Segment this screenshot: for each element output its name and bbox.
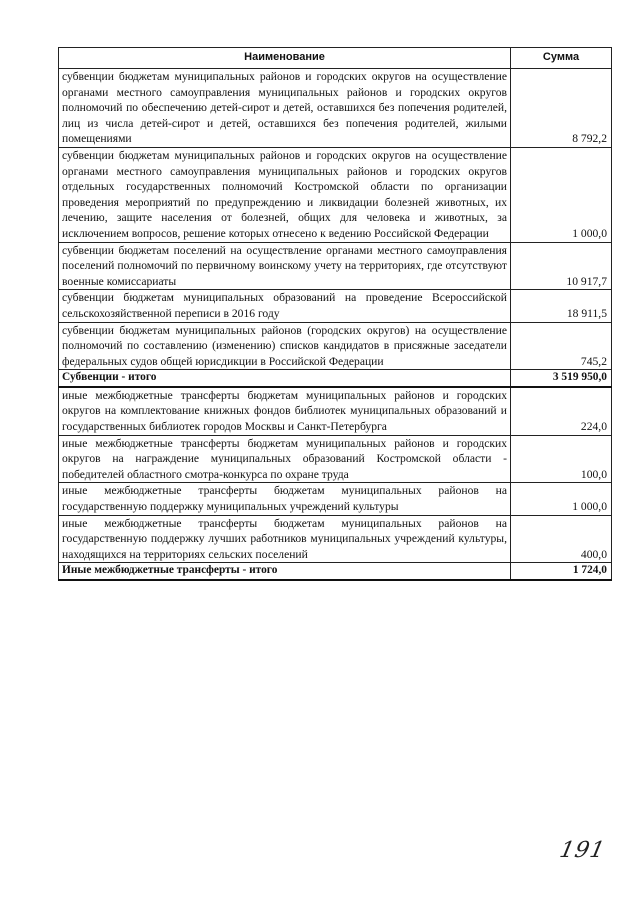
- row-name: иные межбюджетные трансферты бюджетам муниципальных районов на государственную поддержку муниципальных учреждений культуры: [59, 483, 511, 515]
- subtotal-label: Субвенции - итого: [59, 370, 511, 387]
- row-sum: 10 917,7: [511, 242, 612, 290]
- row-sum: 1 000,0: [511, 147, 612, 242]
- subtotal-sum: 3 519 950,0: [511, 370, 612, 387]
- table-row: [59, 290, 612, 322]
- table-row: [59, 242, 612, 290]
- row-name: субвенции бюджетам муниципальных районов и городских округов на осуществление органами местного самоуправления муниципальных районов и городских округов отдельных государственных полномочий Костромской области по организации проведения мероприятий по предупреждению и ликвидации болезней животных, их лечению, защите населения от болезней, общих для человека и животных, за исключением вопросов, решение которых отнесено к ведению Российской Федерации: [59, 147, 511, 242]
- table-row: [59, 322, 612, 370]
- page-number: 191: [557, 838, 608, 863]
- table-header-row: [59, 48, 612, 69]
- row-name: иные межбюджетные трансферты бюджетам муниципальных районов на государственную поддержку лучших работников муниципальных учреждений культуры, находящихся на территориях сельских поселений: [59, 515, 511, 563]
- row-name: субвенции бюджетам муниципальных районов и городских округов на осуществление органами местного самоуправления муниципальных районов и городских округов полномочий по обеспечению детей-сирот и детей, оставшихся без попечения родителей, лиц из числа детей-сирот и детей, оставшихся без попечения родителей, жилыми помещениями: [59, 69, 511, 148]
- table-row: [59, 147, 612, 242]
- row-sum: 1 000,0: [511, 483, 612, 515]
- row-sum: 400,0: [511, 515, 612, 563]
- row-sum: 100,0: [511, 435, 612, 483]
- subtotal-label: Иные межбюджетные трансферты - итого: [59, 563, 511, 580]
- budget-table: [58, 47, 612, 581]
- row-sum: 745,2: [511, 322, 612, 370]
- table-row: [59, 435, 612, 483]
- header-name: Наименование: [59, 48, 511, 69]
- row-sum: 8 792,2: [511, 69, 612, 148]
- row-sum: 224,0: [511, 387, 612, 435]
- subtotal-row-subventions: [59, 370, 612, 387]
- table-row: [59, 69, 612, 148]
- row-name: иные межбюджетные трансферты бюджетам муниципальных районов и городских округов на награждение муниципальных образований Костромской области - победителей областного смотра-конкурса по охране труда: [59, 435, 511, 483]
- subtotal-sum: 1 724,0: [511, 563, 612, 580]
- row-sum: 18 911,5: [511, 290, 612, 322]
- table-row: [59, 515, 612, 563]
- row-name: субвенции бюджетам муниципальных образований на проведение Всероссийской сельскохозяйственной переписи в 2016 году: [59, 290, 511, 322]
- table-row: [59, 387, 612, 435]
- row-name: субвенции бюджетам поселений на осуществление органами местного самоуправления поселений полномочий по первичному воинскому учету на территориях, где отсутствуют военные комиссариаты: [59, 242, 511, 290]
- header-sum: Сумма: [511, 48, 612, 69]
- row-name: субвенции бюджетам муниципальных районов (городских округов) на осуществление полномочий по составлению (изменению) списков кандидатов в присяжные заседатели федеральных судов общей юрисдикции в Российской Федерации: [59, 322, 511, 370]
- row-name: иные межбюджетные трансферты бюджетам муниципальных районов и городских округов на комплектование книжных фондов библиотек муниципальных образований и государственных библиотек городов Москвы и Санкт-Петербурга: [59, 387, 511, 435]
- subtotal-row-other-transfers: [59, 563, 612, 580]
- table-row: [59, 483, 612, 515]
